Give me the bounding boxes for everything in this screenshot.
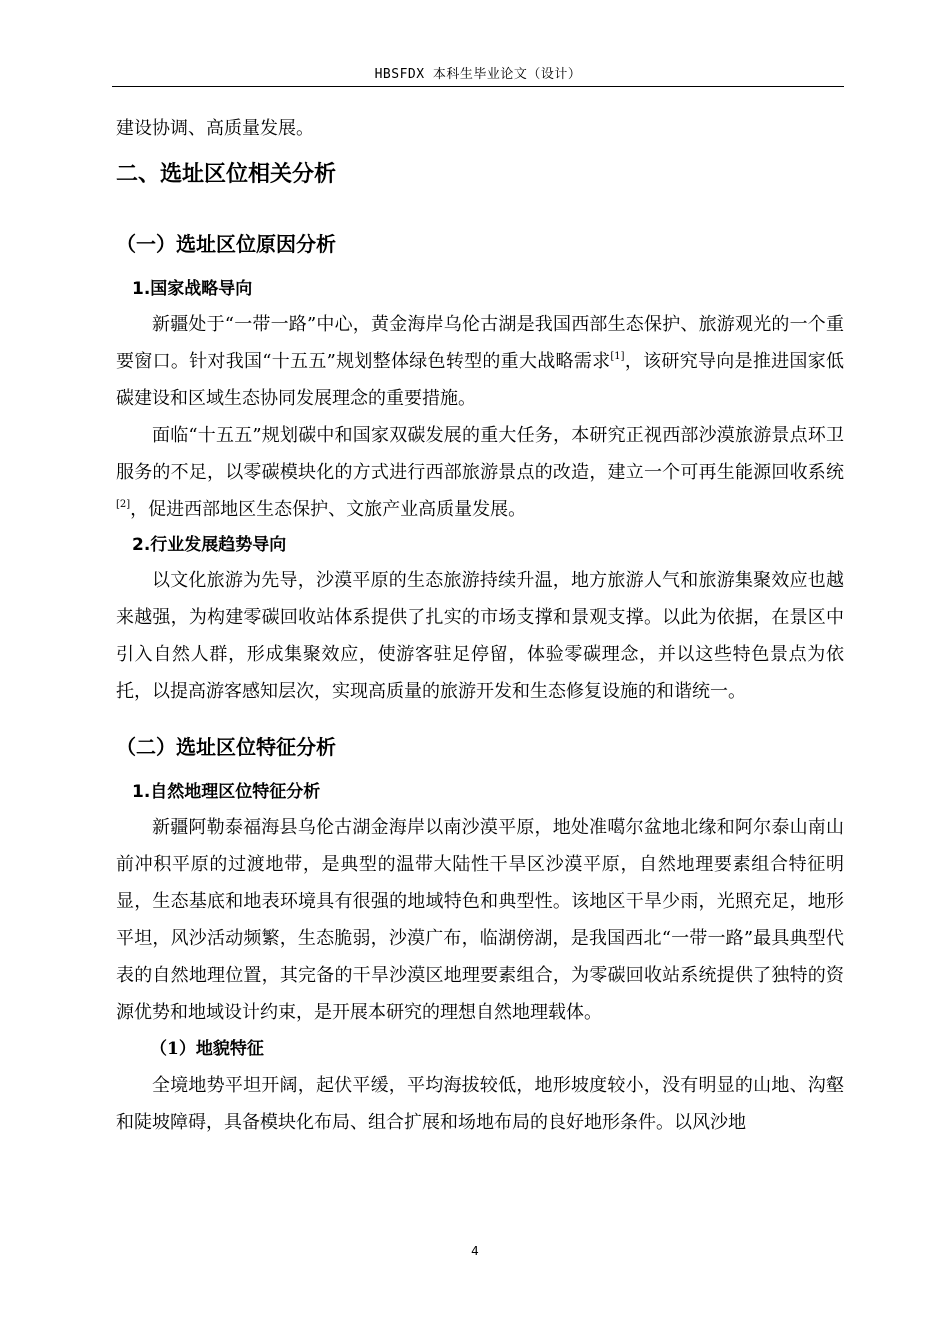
page-number: 4 [471,1244,479,1258]
citation-1: [1] [610,351,625,362]
text-run: ，该研究导向是推进国家低碳建设和区域生态协同发展理念的重要措施。 [116,351,845,409]
document-body [116,110,844,1141]
paragraph [116,417,844,528]
paragraph: 以文化旅游为先导，沙漠平原的生态旅游持续升温，地方旅游人气和旅游集聚效应也越来越强，为构建零碳回收站体系提供了扎实的市场支撑和景观支撑。以此为依据，在景区中引入自然人群，形成集聚效应，使游客驻足停留，体验零碳理念，并以这些特色景点为依托，以提高游客感知层次，实现高质量的旅游开发和生态修复设施的和谐统一。 [116,570,844,702]
item-heading-natural-geography: 1.自然地理区位特征分析 [132,782,321,802]
subsection-heading-1: （一）选址区位原因分析 [116,232,336,256]
subsection-heading-2: （二）选址区位特征分析 [116,735,336,759]
paragraph: 全境地势平坦开阔，起伏平缓，平均海拔较低，地形坡度较小，没有明显的山地、沟壑和陡坡障碍，具备模块化布局、组合扩展和场地布局的良好地形条件。以风沙地 [116,1075,844,1133]
header-divider [112,86,844,87]
paragraph [116,306,844,417]
paragraph: 新疆阿勒泰福海县乌伦古湖金海岸以南沙漠平原，地处准噶尔盆地北缘和阿尔泰山南山前冲积平原的过渡地带，是典型的温带大陆性干旱区沙漠平原，自然地理要素组合特征明显，生态基底和地表环境具有很强的地域特色和典型性。该地区干旱少雨，光照充足，地形平坦，风沙活动频繁，生态脆弱，沙漠广布，临湖傍湖，是我国西北“一带一路”最具典型代表的自然地理位置，其完备的干旱沙漠区地理要素组合，为零碳回收站系统提供了独特的资源优势和地域设计约束，是开展本研究的理想自然地理载体。 [116,817,844,1023]
item-heading-industry-trend: 2.行业发展趋势导向 [132,535,287,555]
text-run: 新疆处于“一带一路”中心，黄金海岸乌伦古湖是我国西部生态保护、旅游观光的一个重要窗口。针对我国“十五五”规划整体绿色转型的重大战略需求 [116,314,844,372]
text-run: 面临“十五五”规划碳中和国家双碳发展的重大任务，本研究正视西部沙漠旅游景点环卫服务的不足，以零碳模块化的方式进行西部旅游景点的改造，建立一个可再生能源回收系统 [116,425,844,483]
sub-item-heading-landform: （1）地貌特征 [150,1039,264,1059]
paragraph-continuation: 建设协调、高质量发展。 [116,118,314,139]
text-run: ，促进西部地区生态保护、文旅产业高质量发展。 [130,499,527,520]
running-header: HBSFDX 本科生毕业论文（设计） [374,67,582,82]
item-heading-national-strategy: 1.国家战略导向 [132,279,253,299]
section-heading: 二、选址区位相关分析 [116,162,337,187]
citation-2: [2] [116,499,131,510]
